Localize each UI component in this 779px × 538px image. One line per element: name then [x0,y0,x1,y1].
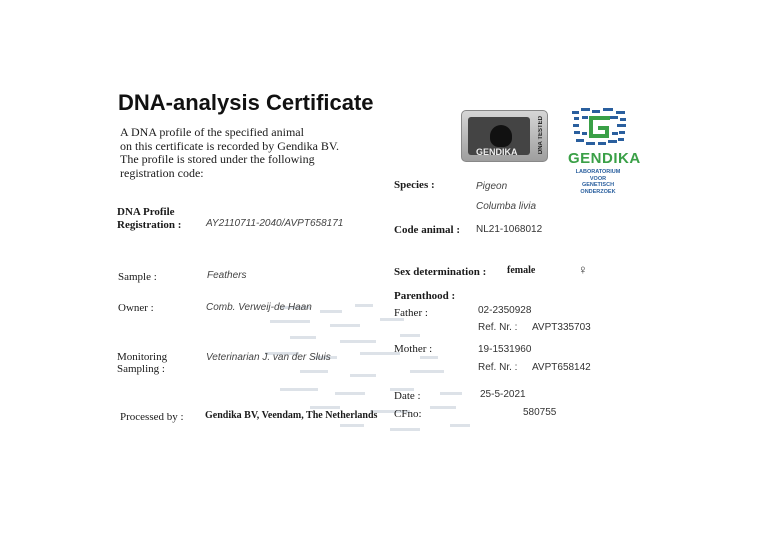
parenthood-label: Parenthood : [394,290,456,302]
dna-profile-label: DNA Profile [117,206,175,218]
gendika-logo-icon [572,108,628,148]
date-value: 25-5-2021 [480,389,526,400]
mother-ref-label: Ref. Nr. : [478,362,518,373]
sample-label: Sample : [118,271,157,283]
processed-label: Processed by : [120,411,184,423]
code-animal-value: NL21-1068012 [476,224,543,235]
registration-value: AY2110711-2040/AVPT658171 [206,218,344,229]
mother-value: 19-1531960 [478,344,532,355]
sample-value: Feathers [207,270,247,281]
intro-text: A DNA profile of the specified animal on this certificate is recorded by Gendika BV. The profile is stored under the following registration code: [120,125,340,180]
badge-side-text: DNA TESTED [538,116,544,155]
sex-value: female [507,265,536,276]
mother-ref-value: AVPT658142 [532,362,591,373]
sex-determination-label: Sex determination : [394,266,487,278]
cfno-label: CFno: [394,408,422,420]
owner-value: Comb. Verweij-de Haan [206,302,312,313]
species-value-latin: Columba livia [476,201,537,212]
gendika-logo-name: GENDIKA [568,150,641,167]
father-value: 02-2350928 [478,305,532,316]
cfno-value: 580755 [523,407,557,418]
female-symbol-icon: ♀ [578,262,588,277]
dna-watermark [260,300,510,450]
dna-helix-icon [490,125,512,147]
sampling-label: Sampling : [117,363,165,375]
code-animal-label: Code animal : [394,224,460,236]
badge-panel [468,117,530,155]
monitoring-label: Monitoring [117,351,168,363]
father-label: Father : [394,307,428,319]
father-ref-label: Ref. Nr. : [478,322,518,333]
father-ref-value: AVPT335703 [532,322,591,333]
date-label: Date : [394,390,421,402]
mother-label: Mother : [394,343,433,355]
species-label: Species : [394,179,435,191]
gendika-logo-subtitle: LABORATORIUM VOOR GENETISCH ONDERZOEK [575,169,621,195]
badge-brand: GENDIKA [476,147,518,157]
owner-label: Owner : [118,302,154,314]
species-value-common: Pigeon [476,181,508,192]
dna-tested-badge [461,110,548,162]
registration-label: Registration : [117,219,182,231]
certificate-title: DNA-analysis Certificate [118,90,374,115]
monitoring-value: Veterinarian J. van der Sluis [206,352,331,363]
processed-value: Gendika BV, Veendam, The Netherlands [205,410,378,421]
